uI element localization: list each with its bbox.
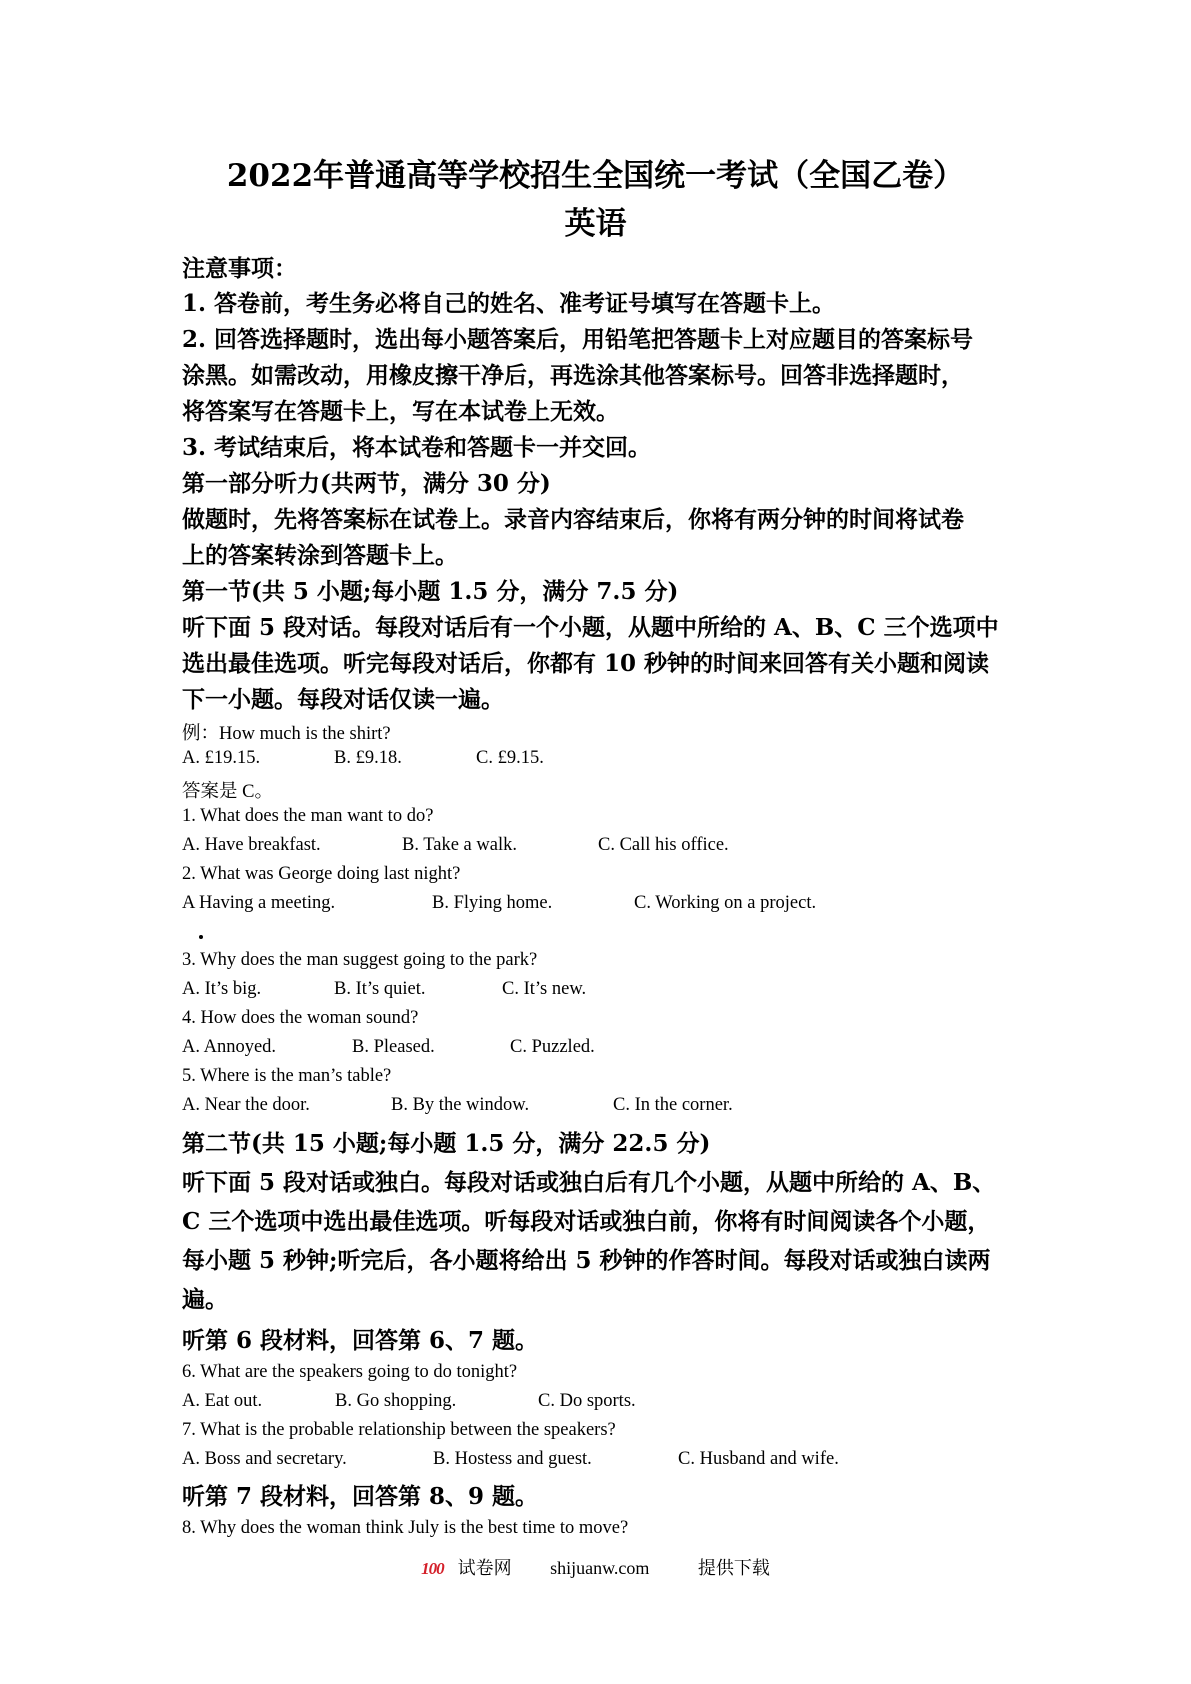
question-2-options xyxy=(182,893,816,914)
site-logo: 100 xyxy=(421,1559,444,1578)
example-question: 例：How much is the shirt? xyxy=(182,724,391,744)
section1-instr-line-1: 听下面 5 段对话。每段对话后有一个小题，从题中所给的 A、B、C 三个选项中 xyxy=(182,614,999,641)
site-name: 试卷网 xyxy=(457,1558,512,1578)
subject-title: 英语 xyxy=(564,206,627,242)
material-6-heading: 听第 6 段材料，回答第 6、7 题。 xyxy=(182,1327,539,1354)
section2-instr-line-3: 每小题 5 秒钟;听完后，各小题将给出 5 秒钟的作答时间。每段对话或独白读两 xyxy=(182,1247,991,1274)
download-text: 提供下载 xyxy=(697,1558,770,1578)
section2-instr-line-4: 遍。 xyxy=(182,1286,228,1313)
option-b: B. Hostess and guest. xyxy=(433,1449,592,1469)
option-a: A. Boss and secretary. xyxy=(182,1449,347,1469)
page-footer xyxy=(0,1554,1191,1580)
question-1: 1. What does the man want to do? xyxy=(182,806,434,826)
option-b: B. By the window. xyxy=(391,1095,530,1115)
note-item-2-line-1: 2. 回答选择题时，选出每小题答案后，用铅笔把答题卡上对应题目的答案标号 xyxy=(182,326,974,353)
question-5: 5. Where is the man’s table? xyxy=(182,1066,392,1086)
option-c: C. Puzzled. xyxy=(510,1037,595,1057)
part1-intro-line-2: 上的答案转涂到答题卡上。 xyxy=(182,542,458,569)
example-answer: 答案是 C。 xyxy=(182,782,273,802)
question-2: 2. What was George doing last night? xyxy=(182,864,461,884)
material-7-heading: 听第 7 段材料，回答第 8、9 题。 xyxy=(182,1483,539,1510)
option-c: C. In the corner. xyxy=(613,1095,733,1115)
question-1-options xyxy=(182,835,729,856)
site-url[interactable]: shijuanw.com xyxy=(550,1558,650,1578)
section1-instr-line-3: 下一小题。每段对话仅读一遍。 xyxy=(182,686,504,713)
option-c: C. £9.15. xyxy=(476,748,544,768)
note-item-3: 3. 考试结束后，将本试卷和答题卡一并交回。 xyxy=(182,434,652,461)
option-c: C. It’s new. xyxy=(502,979,587,999)
option-b: B. £9.18. xyxy=(334,748,402,768)
section2-instr-line-2: C 三个选项中选出最佳选项。听每段对话或独白前，你将有时间阅读各个小题， xyxy=(182,1208,991,1235)
option-a: A. Eat out. xyxy=(182,1391,263,1411)
notes-heading: 注意事项： xyxy=(182,255,297,282)
option-a: A. Near the door. xyxy=(182,1095,310,1115)
stray-dot xyxy=(199,935,203,939)
part1-heading: 第一部分听力(共两节，满分 30 分) xyxy=(182,470,551,497)
option-c: C. Call his office. xyxy=(598,835,729,855)
note-item-2-line-2: 涂黑。如需改动，用橡皮擦干净后，再选涂其他答案标号。回答非选择题时， xyxy=(182,362,964,389)
option-a: A. It’s big. xyxy=(182,979,262,999)
option-c: C. Husband and wife. xyxy=(678,1449,839,1469)
question-7: 7. What is the probable relationship between the speakers? xyxy=(182,1420,616,1440)
option-a: A. £19.15. xyxy=(182,748,261,768)
option-b: B. Flying home. xyxy=(432,893,553,913)
note-item-2-line-3: 将答案写在答题卡上，写在本试卷上无效。 xyxy=(182,398,619,425)
option-a: A. Annoyed. xyxy=(182,1037,277,1057)
option-a: A Having a meeting. xyxy=(182,893,336,913)
question-8: 8. Why does the woman think July is the best time to move? xyxy=(182,1518,629,1538)
note-item-1: 1. 答卷前，考生务必将自己的姓名、准考证号填写在答题卡上。 xyxy=(182,290,836,317)
exam-title: 2022年普通高等学校招生全国统一考试（全国乙卷） xyxy=(226,158,965,194)
question-3-options xyxy=(182,979,586,1000)
question-7-options xyxy=(182,1449,839,1470)
question-6-options xyxy=(182,1391,636,1412)
option-b: B. Pleased. xyxy=(352,1037,435,1057)
option-b: B. Go shopping. xyxy=(335,1391,457,1411)
option-b: B. Take a walk. xyxy=(402,835,517,855)
question-3: 3. Why does the man suggest going to the park? xyxy=(182,950,538,970)
question-4: 4. How does the woman sound? xyxy=(182,1008,419,1028)
option-c: C. Working on a project. xyxy=(634,893,817,913)
section1-heading: 第一节(共 5 小题;每小题 1.5 分，满分 7.5 分) xyxy=(182,578,679,605)
question-6: 6. What are the speakers going to do tonight? xyxy=(182,1362,518,1382)
section2-heading: 第二节(共 15 小题;每小题 1.5 分，满分 22.5 分) xyxy=(182,1130,711,1157)
example-options xyxy=(182,748,544,769)
question-5-options xyxy=(182,1095,733,1116)
question-4-options xyxy=(182,1037,595,1058)
option-b: B. It’s quiet. xyxy=(334,979,426,999)
option-c: C. Do sports. xyxy=(538,1391,636,1411)
section1-instr-line-2: 选出最佳选项。听完每段对话后，你都有 10 秒钟的时间来回答有关小题和阅读 xyxy=(182,650,990,677)
section2-instr-line-1: 听下面 5 段对话或独白。每段对话或独白后有几个小题，从题中所给的 A、B、 xyxy=(182,1169,996,1196)
option-a: A. Have breakfast. xyxy=(182,835,321,855)
part1-intro-line-1: 做题时，先将答案标在试卷上。录音内容结束后，你将有两分钟的时间将试卷 xyxy=(182,506,964,533)
